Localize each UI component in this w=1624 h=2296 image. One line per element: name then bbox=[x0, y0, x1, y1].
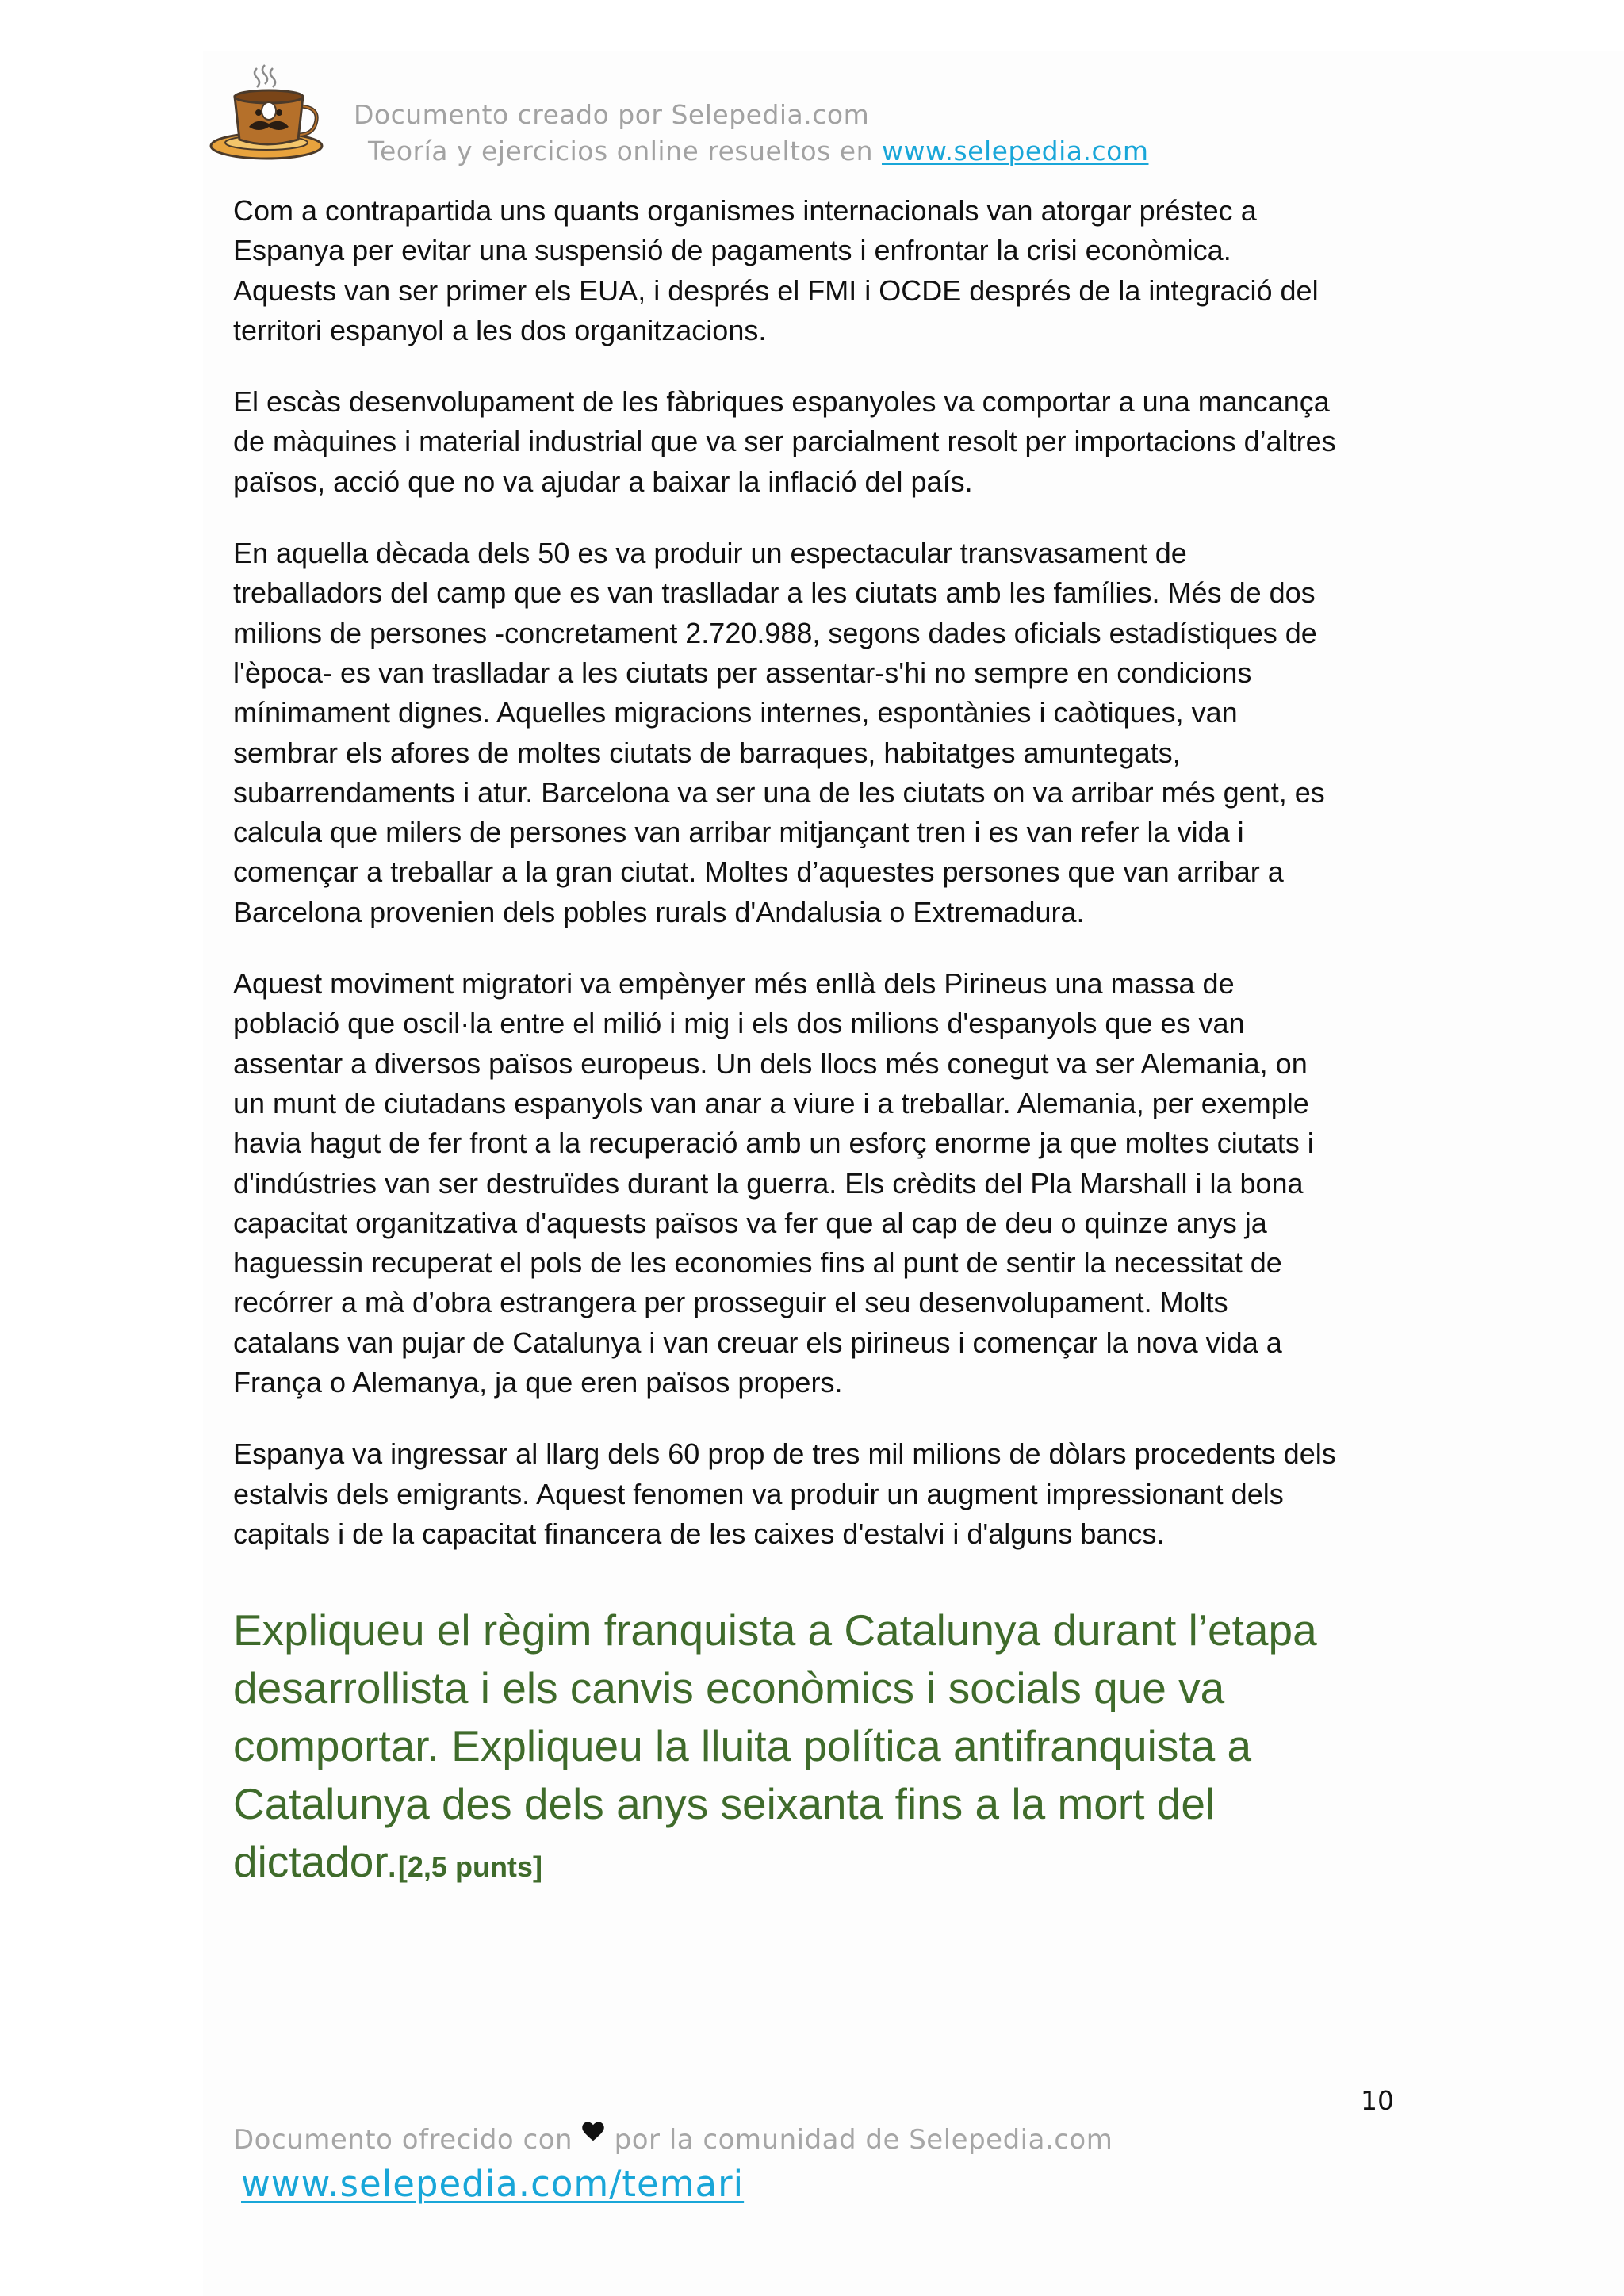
header-line-1: Documento creado por Selepedia.com bbox=[354, 99, 870, 130]
text-line: assentar a diversos països europeus. Un dels llocs més conegut va ser Alemania, on bbox=[233, 1047, 1308, 1080]
exam-question bbox=[233, 1601, 1415, 1896]
text-line: Com a contrapartida uns quants organismes internacionals van atorgar préstec a bbox=[233, 194, 1257, 227]
question-line: Catalunya des dels anys seixanta fins a la mort del bbox=[233, 1779, 1216, 1829]
text-line: milions de persones -concretament 2.720.988, segons dades oficials estadístiques de bbox=[233, 616, 1317, 649]
text-line: un munt de ciutadans espanyols van anar a viure i a treballar. Alemania, per exemple bbox=[233, 1086, 1309, 1119]
text-line: El escàs desenvolupament de les fàbriques espanyoles va comportar a una mancança bbox=[233, 385, 1330, 419]
text-line: catalans van pujar de Catalunya i van creuar els pirineus i començar la nova vida a bbox=[233, 1326, 1282, 1359]
paragraph bbox=[233, 534, 1415, 932]
coffee-cup-mustache-icon bbox=[208, 60, 327, 165]
document-footer bbox=[233, 2118, 1113, 2207]
paragraph bbox=[233, 964, 1415, 1402]
paragraph bbox=[233, 1434, 1415, 1554]
header-line-2-text: Teoría y ejercicios online resueltos en bbox=[368, 136, 883, 166]
header-website-link[interactable]: www.selepedia.com bbox=[882, 136, 1149, 166]
text-line: mínimament dignes. Aquelles migracions internes, espontànies i caòtiques, van bbox=[233, 696, 1238, 729]
text-line: recórrer a mà d’obra estrangera per prosseguir el seu desenvolupament. Molts bbox=[233, 1286, 1228, 1319]
text-line: de màquines i material industrial que va ser parcialment resolt per importacions d’altres bbox=[233, 425, 1336, 458]
text-line: d'indústries van ser destruïdes durant la guerra. Els crèdits del Pla Marshall i la bona bbox=[233, 1166, 1304, 1200]
text-line: capitals i de la capacitat financera de les caixes d'estalvi i d'alguns bancs. bbox=[233, 1517, 1165, 1550]
text-line: calcula que milers de persones van arribar mitjançant tren i es van refer la vida i bbox=[233, 816, 1244, 849]
page-number: 10 bbox=[1361, 2085, 1394, 2116]
paragraph bbox=[233, 382, 1415, 502]
document-body bbox=[233, 191, 1415, 1896]
selepedia-logo bbox=[208, 60, 327, 165]
text-line: Aquest moviment migratori va empènyer més enllà dels Pirineus una massa de bbox=[233, 967, 1235, 1001]
text-line: Barcelona provenien dels pobles rurals d'Andalusia o Extremadura. bbox=[233, 895, 1085, 928]
text-line: estalvis dels emigrants. Aquest fenomen va produir un augment impressionant dels bbox=[233, 1477, 1284, 1510]
footer-temari-link[interactable]: www.selepedia.com/temari bbox=[241, 2163, 745, 2205]
paragraph bbox=[233, 191, 1415, 350]
document-header bbox=[354, 97, 1148, 170]
text-line: Espanya per evitar una suspensió de pagaments i enfrontar la crisi econòmica. bbox=[233, 234, 1231, 267]
text-line: havia hagut de fer front a la recuperació amb un esforç enorme ja que moltes ciutats i bbox=[233, 1127, 1314, 1160]
text-line: població que oscil·la entre el milió i mig i els dos milions d'espanyols que es van bbox=[233, 1007, 1245, 1040]
text-line: haguessin recuperat el pols de les economies fins al punt de sentir la necessitat de bbox=[233, 1246, 1282, 1280]
footer-suffix: por la comunidad de Selepedia.com bbox=[614, 2124, 1113, 2156]
question-last-line bbox=[233, 1833, 1415, 1896]
text-line: En aquella dècada dels 50 es va produir un espectacular transvasament de bbox=[233, 537, 1187, 570]
text-line: França o Alemanya, ja que eren països propers. bbox=[233, 1366, 843, 1399]
heart-icon bbox=[581, 2120, 605, 2144]
question-line: comportar. Expliqueu la lluita política antifranquista a bbox=[233, 1721, 1252, 1771]
text-line: treballadors del camp que es van traslladar a les ciutats amb les famílies. Més de dos bbox=[233, 576, 1316, 610]
question-score: [2,5 punts] bbox=[397, 1850, 542, 1884]
text-line: subarrendaments i atur. Barcelona va ser una de les ciutats on va arribar més gent, es bbox=[233, 775, 1325, 809]
text-line: començar a treballar a la gran ciutat. Moltes d’aquestes persones que van arribar a bbox=[233, 855, 1284, 889]
text-line: Aquests van ser primer els EUA, i després el FMI i OCDE després de la integració del bbox=[233, 274, 1319, 307]
question-line: Expliqueu el règim franquista a Catalunya durant l’etapa bbox=[233, 1605, 1317, 1655]
question-last-text: dictador. bbox=[233, 1837, 398, 1887]
header-line-2 bbox=[354, 133, 1148, 170]
footer-line bbox=[233, 2118, 1113, 2161]
text-line: l'època- es van traslladar a les ciutats per assentar-s'hi no sempre en condicions bbox=[233, 656, 1252, 689]
text-line: capacitat organitzativa d'aquests països va fer que al cap de deu o quinze anys ja bbox=[233, 1206, 1267, 1239]
footer-prefix: Documento ofrecido con bbox=[233, 2124, 582, 2156]
text-line: territori espanyol a les dos organitzacions. bbox=[233, 313, 767, 346]
text-line: sembrar els afores de moltes ciutats de barraques, habitatges amuntegats, bbox=[233, 736, 1181, 769]
text-line: Espanya va ingressar al llarg dels 60 prop de tres mil milions de dòlars procedents dels bbox=[233, 1437, 1336, 1471]
question-line: desarrollista i els canvis econòmics i socials que va bbox=[233, 1663, 1225, 1713]
text-line: països, acció que no va ajudar a baixar la inflació del país. bbox=[233, 465, 973, 498]
